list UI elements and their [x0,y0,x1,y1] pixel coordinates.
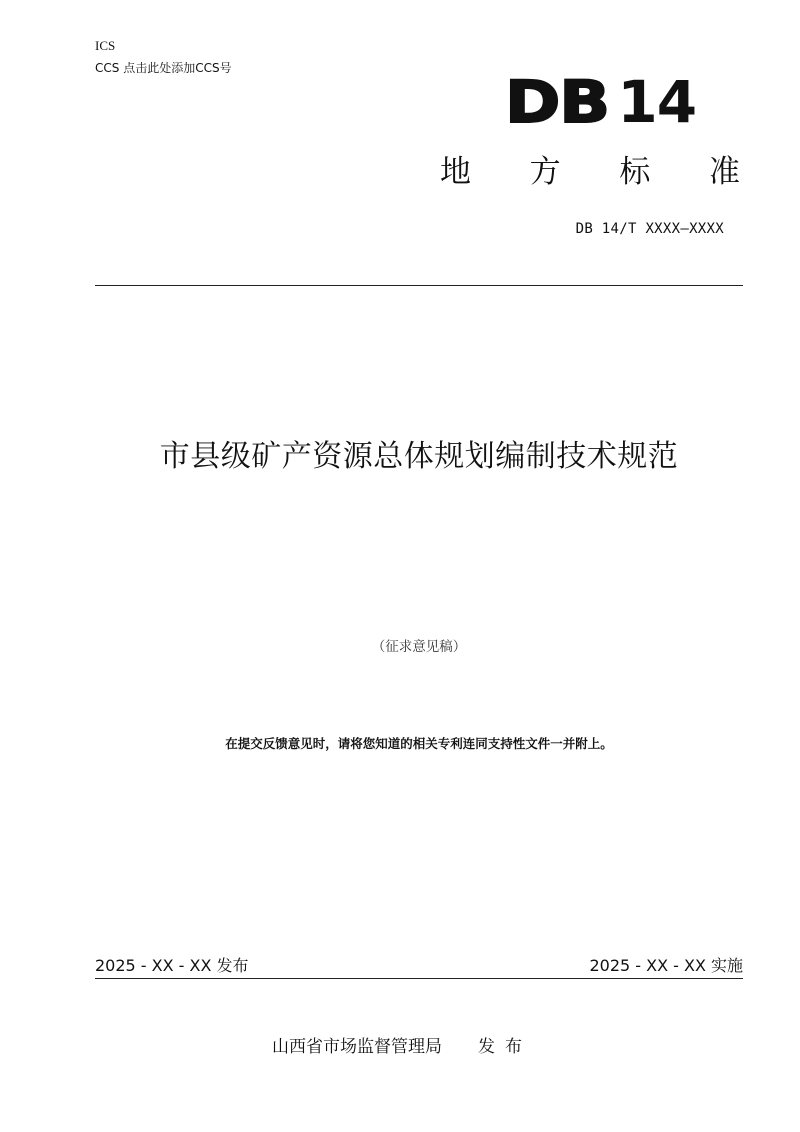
ccs-placeholder[interactable]: CCS 点击此处添加CCS号 [95,61,232,75]
footer-divider [95,978,743,979]
issue-date: 2025 - XX - XX 发布 [95,956,249,975]
ics-label: ICS [95,38,116,53]
patent-notice: 在提交反馈意见时，请将您知道的相关专利连同支持性文件一并附上。 [225,736,613,751]
db-standard-logo [505,68,697,136]
issuer-name: 山西省市场监督管理局 [272,1037,442,1057]
standard-type [440,152,740,192]
standard-type-char: 标 [619,154,651,190]
issuing-authority [272,1036,532,1058]
document-title: 市县级矿产资源总体规划编制技术规范 [159,439,679,474]
draft-status: （征求意见稿） [371,639,467,655]
standard-type-char: 方 [529,154,561,190]
publish-label: 发布 [478,1037,532,1057]
implementation-date: 2025 - XX - XX 实施 [589,956,743,975]
standard-type-char: 准 [708,154,740,190]
db-logo-number: 14 [617,68,697,136]
standard-type-char: 地 [440,154,471,190]
header-divider [95,285,743,286]
standard-code: DB 14/T XXXX—XXXX [575,221,724,237]
db-logo-letters: DB [505,68,609,136]
